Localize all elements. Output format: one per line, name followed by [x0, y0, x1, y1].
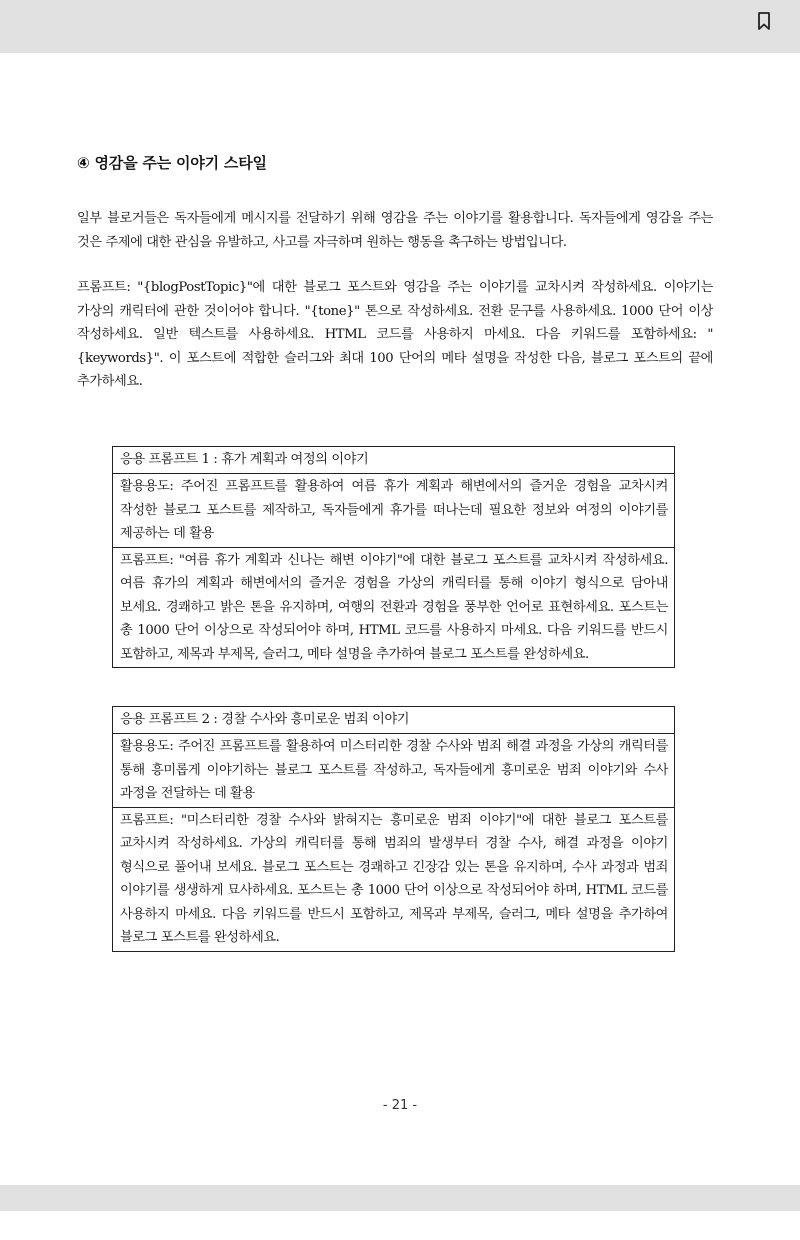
- top-toolbar: [0, 0, 800, 53]
- section-heading: ④ 영감을 주는 이야기 스타일: [77, 154, 267, 172]
- applied-prompt-usage: 활용용도: 주어진 프롬프트를 활용하여 여름 휴가 계획과 해변에서의 즐거운 경험을 교차시켜 작성한 블로그 포스트를 제작하고, 독자들에게 휴가를 떠나는데 필요한 정보와 여정의 이야기를 제공하는 데 활용: [113, 473, 674, 547]
- applied-prompt-title: 응용 프롬프트 1 : 휴가 계획과 여정의 이야기: [120, 452, 369, 467]
- bottom-toolbar: [0, 1185, 800, 1211]
- intro-paragraph: 일부 블로거들은 독자들에게 메시지를 전달하기 위해 영감을 주는 이야기를 활용합니다. 독자들에게 영감을 주는 것은 주제에 대한 관심을 유발하고, 사고를 자극하며 원하는 행동을 촉구하는 방법입니다.: [77, 211, 713, 250]
- applied-prompt-text: 프롬프트: "미스터리한 경찰 수사와 밝혀지는 흥미로운 범죄 이야기"에 대한 블로그 포스트를 교차시켜 작성하세요. 가상의 캐릭터를 통해 범죄의 발생부터 경찰 수사, 해결 과정을 이야기 형식으로 풀어내 보세요. 블로그 포스트는 경쾌하고 긴장감 있는 톤을 유지하며, 수사 과정과 범죄 이야기를 생생하게 묘사하세요. 포스트는 총 1000 단어 이상으로 작성되어야 하며, HTML 코드를 사용하지 마세요. 다음 키워드를 반드시 포함하고, 제목과 부제목, 슬러그, 메타 설명을 추가하여 블로그 포스트를 완성하세요.: [113, 807, 674, 951]
- applied-prompt-box-1: [112, 446, 675, 668]
- page-content: [77, 152, 713, 416]
- applied-prompt-title: 응용 프롬프트 2 : 경찰 수사와 흥미로운 범죄 이야기: [120, 712, 410, 727]
- applied-prompt-text: 프롬프트: "여름 휴가 계획과 신나는 해변 이야기"에 대한 블로그 포스트를 교차시켜 작성하세요. 여름 휴가의 계획과 해변에서의 즐거운 경험을 가상의 캐릭터를 통해 이야기 형식으로 담아내 보세요. 경쾌하고 밝은 톤을 유지하며, 여행의 전환과 경험을 풍부한 언어로 표현하세요. 포스트는 총 1000 단어 이상으로 작성되어야 하며, HTML 코드를 사용하지 마세요. 다음 키워드를 반드시 포함하고, 제목과 부제목, 슬러그, 메타 설명을 추가하여 블로그 포스트를 완성하세요.: [113, 547, 674, 668]
- applied-prompt-usage: 활용용도: 주어진 프롬프트를 활용하여 미스터리한 경찰 수사와 범죄 해결 과정을 가상의 캐릭터를 통해 흥미롭게 이야기하는 블로그 포스트를 작성하고, 독자들에게 흥미로운 범죄 이야기와 수사 과정을 전달하는 데 활용: [113, 733, 674, 807]
- bookmark-icon[interactable]: [756, 11, 772, 31]
- prompt-paragraph: 프롬프트: "{blogPostTopic}"에 대한 블로그 포스트와 영감을 주는 이야기를 교차시켜 작성하세요. 이야기는 가상의 캐릭터에 관한 것이어야 합니다. "{tone}" 톤으로 작성하세요. 전환 문구를 사용하세요. 1000 단어 이상 작성하세요. 일반 텍스트를 사용하세요. HTML 코드를 사용하지 마세요. 다음 키워드를 포함하세요: "{keywords}". 이 포스트에 적합한 슬러그와 최대 100 단어의 메타 설명을 작성한 다음, 블로그 포스트의 끝에 추가하세요.: [77, 280, 713, 389]
- applied-prompt-box-2: [112, 706, 675, 952]
- page-number: - 21 -: [382, 1098, 418, 1113]
